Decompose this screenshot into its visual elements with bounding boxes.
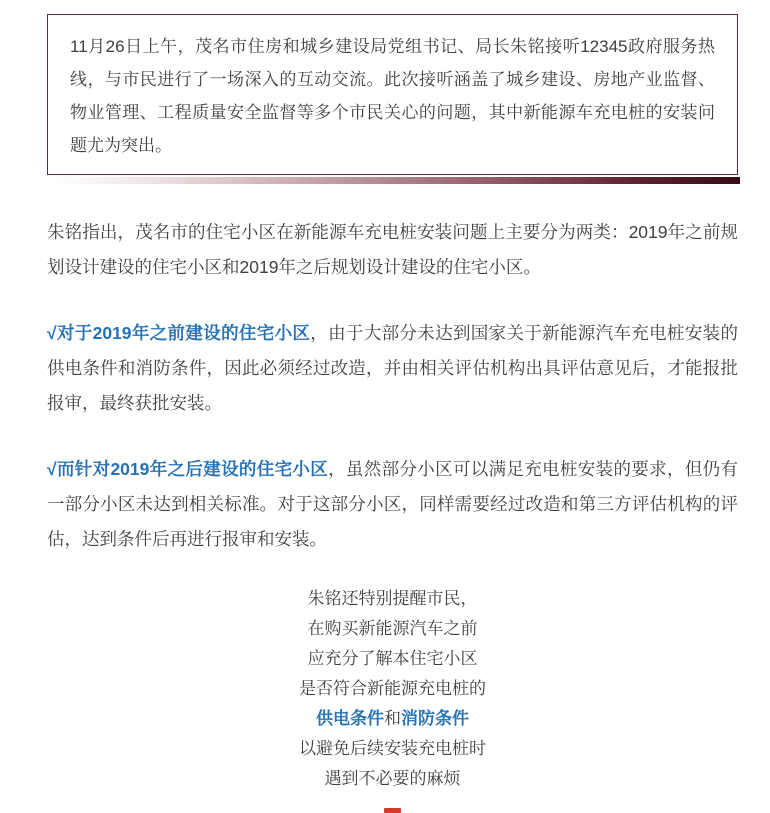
reminder-line-7: 遇到不必要的麻烦 [324, 769, 461, 788]
paragraph-before-2019 [47, 316, 738, 421]
paragraph-overview [47, 215, 738, 285]
reminder-power-condition: 供电条件 [316, 709, 384, 728]
paragraph-after-2019-lead: √而针对2019年之后建设的住宅小区 [47, 459, 329, 479]
intro-quote-text: 11月26日上午，茂名市住房和城乡建设局党组书记、局长朱铭接听12345政府服务热线，与市民进行了一场深入的互动交流。此次接听涵盖了城乡建设、房地产业监督、物业管理、工程质量安全监督等多个市民关心的问题，其中新能源车充电桩的安装问题尤为突出。 [70, 37, 715, 155]
intro-quote-box [47, 14, 738, 175]
paragraph-before-2019-body: ，由于大部分未达到国家关于新能源汽车充电桩安装的供电条件和消防条件，因此必须经过改造，并由相关评估机构出具评估意见后，才能报批报审，最终获批安装。 [47, 323, 738, 413]
end-divider-mark [384, 808, 401, 813]
reminder-line-5 [47, 704, 738, 734]
paragraph-after-2019-body: ，虽然部分小区可以满足充电桩安装的要求，但仍有一部分小区未达到相关标准。对于这部分小区，同样需要经过改造和第三方评估机构的评估，达到条件后再进行报审和安装。 [47, 459, 738, 549]
paragraph-before-2019-lead: √对于2019年之前建设的住宅小区 [47, 323, 311, 343]
reminder-block [47, 584, 738, 794]
reminder-line-3: 应充分了解本住宅小区 [307, 649, 478, 668]
reminder-line-4: 是否符合新能源充电桩的 [299, 679, 486, 698]
article-content [47, 14, 738, 813]
reminder-line-1: 朱铭还特别提醒市民， [307, 589, 478, 608]
reminder-fire-condition: 消防条件 [401, 709, 469, 728]
reminder-connector: 和 [384, 709, 401, 728]
reminder-line-6: 以避免后续安装充电桩时 [299, 739, 486, 758]
paragraph-after-2019 [47, 452, 738, 557]
quote-box-gradient-bar [55, 177, 740, 184]
reminder-line-2: 在购买新能源汽车之前 [307, 619, 478, 638]
paragraph-overview-text: 朱铭指出，茂名市的住宅小区在新能源车充电桩安装问题上主要分为两类：2019年之前规划设计建设的住宅小区和2019年之后规划设计建设的住宅小区。 [47, 222, 738, 277]
